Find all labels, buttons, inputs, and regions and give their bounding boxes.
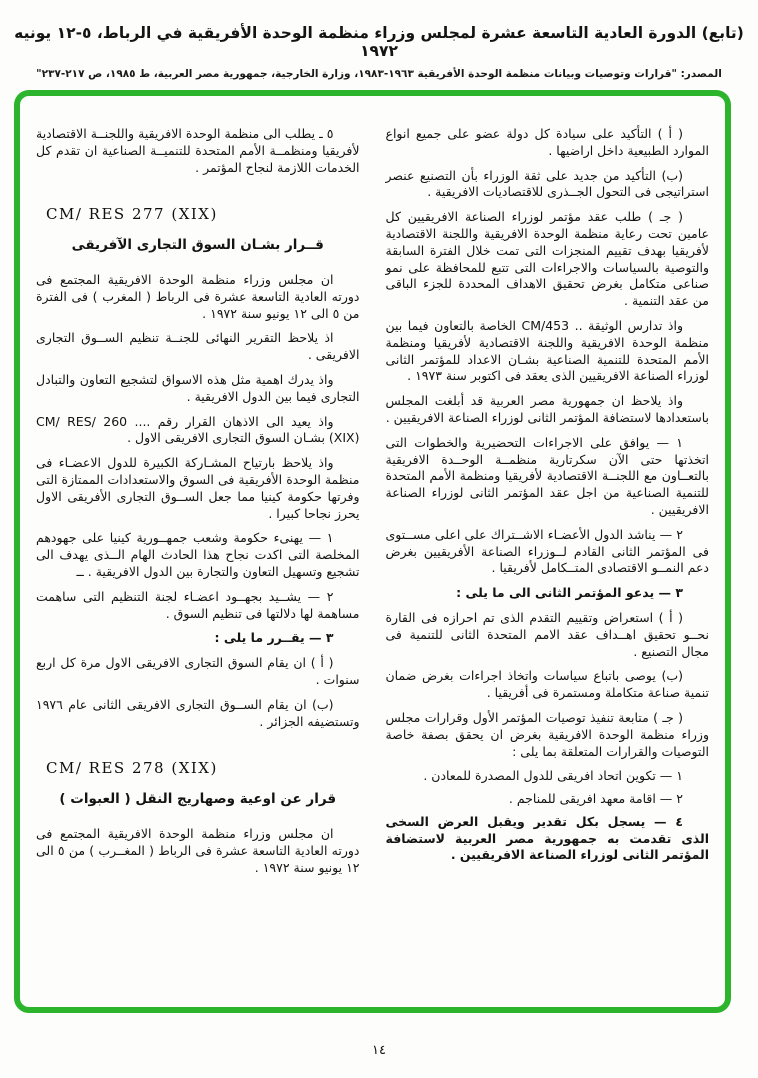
paragraph: واذ تدارس الوثيقة .. CM/453 الخاصة بالتعاون فيما بين منظمة الوحدة الافريقية واللجنة الاقتصادية لأفريقيا ومنظمة الأمم المتحدة للتنمية الصناعية بشـان الاعداد للمؤتمر الثانى لوزراء الصناعة الافريقيين الذى يعقد فى اكتوبر سنة ١٩٧٣ . — [385, 317, 709, 384]
section-heading: ٣ — يدعو المؤتمر الثانى الى ما يلى : — [456, 585, 683, 601]
paragraph: (ب) ان يقام الســوق التجارى الافريقى الثانى عام ١٩٧٦ وتستضيفه الجزائر . — [36, 696, 360, 729]
list-item: ٢ — اقامة معهد افريقى للمناجم . — [508, 791, 683, 807]
paragraph: واذ يلاحظ بارتياح المشـاركة الكبيرة للدول الاعضـاء فى منظمة الوحدة الأفريقية فى السوق والاستعدادات الممتازة التى وفرتها حكومة كينيا مما جعل الســوق التجارى الأفريقى الاول يحرز نجاحا كبيرا . — [36, 455, 360, 521]
paragraph: ان مجلس وزراء منظمة الوحدة الافريقية المجتمع فى دورته العادية التاسعة عشرة فى الرباط ( المغــرب ) من ٥ الى ١٢ يونيو سنة ١٩٧٢ . — [36, 825, 360, 875]
column-right — [386, 126, 710, 997]
operative-paragraph: ٤ — يسجل بكل تقدير ويقبل العرض السخى الذى تقدمت به جمهورية مصر العربية لاستضافة المؤتمر الثانى لوزراء الصناعة الافريقيين . — [385, 813, 709, 863]
source-citation: المصدر: "قرارات وتوصيات وبيانات منظمة الوحدة الأفريقية ١٩٦٣-١٩٨٣، وزارة الخارجية، جمهورية مصر العربية، ط ١٩٨٥، ص ٢١٧-٢٣٧" — [36, 68, 722, 80]
paragraph: ( أ ) استعراض وتقييم التقدم الذى تم احرازه فى القارة نحــو تحقيق اهــداف عقد الامم المتحدة الثانى للتنمية فى مجال التصنيع . — [385, 609, 709, 659]
paragraph: واذ يدرك اهمية مثل هذه الاسواق لتشجيع التعاون والتبادل التجارى فيما بين الدول الافريقية . — [36, 371, 360, 404]
paragraph: واذ يلاحظ ان جمهورية مصر العربية قد أبلغت المجلس باستعدادها لاستضافة المؤتمر الثانى لوزراء الصناعة الافريقيين . — [385, 393, 709, 425]
paragraph: (ب) التأكيد من جديد على ثقة الوزراء بأن التصنيع عنصر استراتيجى فى التحول الجــذرى للاقتصاديات الافريقية . — [385, 167, 709, 200]
operative-paragraph: ٢ — يناشد الدول الأعضـاء الاشــتراك على اعلى مســتوى فى المؤتمر الثانى القادم لــوزراء الصناعة الأفريقيين بغرض دعم النمــو الاقتصادى المتــكامل لأفريقيا . — [385, 526, 709, 576]
resolution-title: قــرار بشـان السوق التجارى الآفريقى — [71, 237, 324, 254]
page-header — [0, 0, 758, 80]
paragraph: ان مجلس وزراء منظمة الوحدة الافريقية المجتمع فى دورته العادية التاسعة عشرة فى الرباط ( المغرب ) فى الفترة من ٥ الى ١٢ يونيو سنة ١٩٧٢ . — [36, 271, 360, 321]
paragraph: اذ يلاحظ التقرير النهائى للجنــة تنظيم الســوق التجارى الافريقى . — [36, 330, 360, 363]
paragraph: ( جـ ) متابعة تنفيذ توصيات المؤتمر الأول وقرارات مجلس وزراء منظمة الوحدة الافريقية بغرض ان يحقق بصفة خاصة التوصيات والقرارات المتعلقة بما يلى : — [385, 709, 709, 759]
operative-paragraph: ٥ ـ يطلب الى منظمة الوحدة الافريقية واللجنــة الاقتصادية لأفريقيا ومنظمــة الأمم المتحدة للتنميــة الصناعية ان تقدم كل الخدمات اللازمة لنجاح المؤتمر . — [36, 126, 360, 175]
list-item: ١ — تكوين اتحاد افريقى للدول المصدرة للمعادن . — [423, 768, 683, 784]
paragraph: ( جـ ) طلب عقد مؤتمر لوزراء الصناعة الافريقيين كل عامين تحت رعاية منظمة الوحدة الافريقية واللجنة الاقتصادية لأفريقيا بهدف تقييم المنجزات التى تمت خلال الفترة السابقة والتوصية بالسياسات والاجراءات التى تتبع للمحافظة على نمو صناعى متكامل بغرض تحقيق الاهداف المحددة للجزء الباقى من عقد التنمية . — [385, 209, 709, 309]
resolution-code: CM/ RES 277 (XIX) — [46, 205, 218, 224]
session-title: (تابع) الدورة العادية التاسعة عشرة لمجلس وزراء منظمة الوحدة الأفريقية في الرباط، ٥-١٢ يونيه ١٩٧٢ — [14, 24, 744, 60]
operative-paragraph: ٢ — يشــيد بجهــود اعضـاء لجنة التنظيم التى ساهمت مساهمة لها دلالتها فى تنظيم السوق . — [36, 588, 360, 621]
paragraph: ( أ ) التأكيد على سيادة كل دولة عضو على جميع انواع الموارد الطبيعية داخل اراضيها . — [385, 126, 709, 158]
section-heading: ٣ — يقــرر ما يلى : — [214, 630, 334, 646]
paragraph: واذ يعيد الى الاذهان القرار رقم CM/ RES/ 260 .... (XIX) بشـان السوق التجارى الافريقى الاول . — [36, 413, 360, 446]
resolution-code: CM/ RES 278 (XIX) — [46, 759, 218, 778]
paragraph: ( أ ) ان يقام السوق التجارى الافريقى الاول مرة كل اربع سنوات . — [36, 655, 360, 687]
page-number: ١٤ — [372, 1043, 386, 1058]
two-column-layout — [36, 126, 709, 997]
operative-paragraph: ١ — يهنىء حكومة وشعب جمهــورية كينيا على جهودهم المخلصة التى اكدت نجاح هذا الحادث الهام الــذى يهدف الى تشجيع وتسهيل التعاون والتجارة بين الدول الافريقية . ــ — [36, 530, 360, 579]
resolution-title: قرار عن اوعية وصهاريج النقل ( العبوات ) — [59, 791, 337, 808]
green-border-frame — [14, 90, 731, 1013]
operative-paragraph: ١ — يوافق على الاجراءات التحضيرية والخطوات التى اتخذتها حتى الآن سكرتارية منظمــة الوحــدة الافريقية بالتعــاون مع اللجنــة الاقتصادية لأفريقيا ومنظمة الأمم المتحدة للتنمية الصناعية من اجل عقد المؤتمر الثانى لوزراء الصناعة الافريقيين . — [385, 434, 709, 517]
paragraph: (ب) يوصى باتباع سياسات واتخاذ اجراءات بغرض ضمان تنمية صناعة متكاملة ومستمرة فى أفريقيا . — [385, 668, 709, 701]
column-left — [36, 126, 360, 997]
